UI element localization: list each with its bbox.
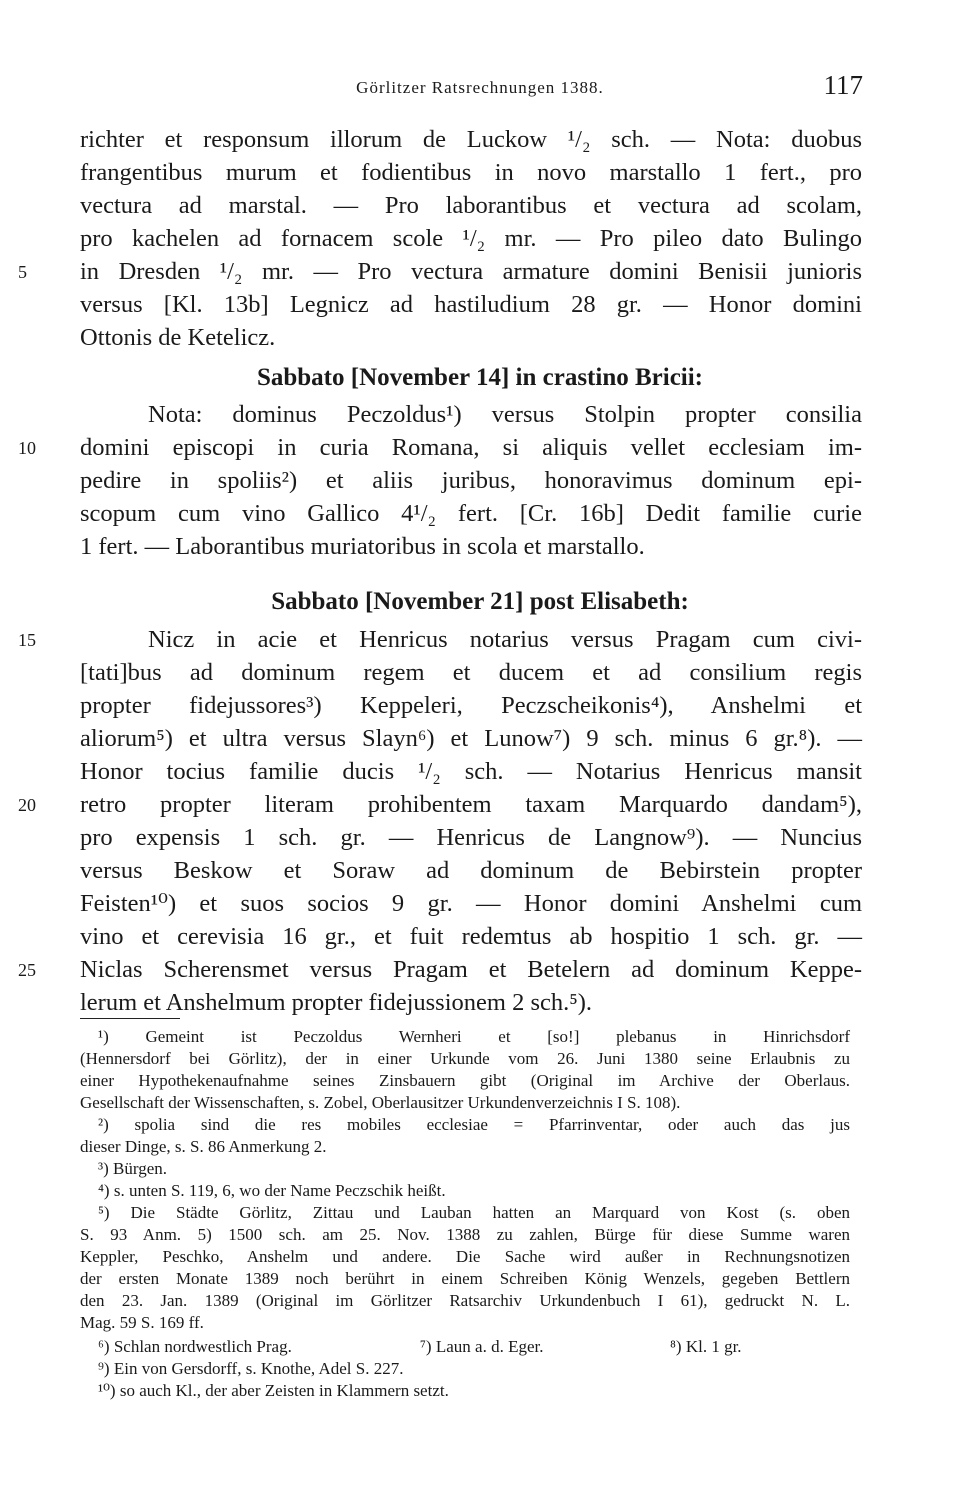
page-header [0, 68, 960, 108]
footnote-line: ¹⁰) so auch Kl., der aber Zeisten in Klammern setzt. [98, 1381, 449, 1400]
line-number: 5 [18, 262, 27, 282]
text-line: Nota: dominus Peczoldus¹) versus Stolpin propter consilia [148, 401, 862, 428]
line-number: 10 [18, 438, 36, 458]
footnote-6: ⁶) Schlan nordwestlich Prag. [98, 1337, 292, 1356]
page-number: 117 [823, 70, 863, 100]
text-line: pedire in spoliis²) et aliis juribus, honoravimus dominum epi- [80, 467, 862, 494]
text-line: scopum cum vino Gallico 4¹/₂ fert. [Cr. 16b] Dedit familie curie [80, 500, 862, 527]
footnote-7: ⁷) Laun a. d. Eger. [420, 1337, 544, 1356]
footnote-line: Gesellschaft der Wissenschaften, s. Zobel, Oberlausitzer Urkundenverzeichnis I S. 108). [80, 1093, 681, 1112]
footnote-line: S. 93 Anm. 5) 1500 sch. am 25. Nov. 1388 zu zahlen, Bürge für diese Summe waren [80, 1225, 850, 1244]
line-number: 20 [18, 795, 36, 815]
footnote-line: Keppler, Peschko, Anshelm und andere. Die Sache wird außer in Rechnungsnotizen [80, 1247, 850, 1266]
text-line: versus Beskow et Soraw ad dominum de Bebirstein propter [80, 857, 862, 884]
section-heading: Sabbato [November 21] post Elisabeth: [271, 588, 689, 615]
running-title: Görlitzer Ratsrechnungen 1388. [356, 78, 604, 97]
text-line: 1 fert. — Laborantibus muriatoribus in scola et marstallo. [80, 533, 645, 560]
footnote-line: (Hennersdorf bei Görlitz), der in einer Urkunde vom 26. Juni 1380 seine Erlaubnis zu [80, 1049, 850, 1068]
footnote-line: ⁵) Die Städte Görlitz, Zittau und Lauban hatten an Marquard von Kost (s. oben [98, 1203, 850, 1222]
text-line: pro expensis 1 sch. gr. — Henricus de Langnow⁹). — Nuncius [80, 824, 862, 851]
footnote-line: ⁴) s. unten S. 119, 6, wo der Name Peczschik heißt. [98, 1181, 446, 1200]
text-line: Nicz in acie et Henricus notarius versus Pragam cum civi- [148, 626, 862, 653]
text-line: richter et responsum illorum de Luckow ¹/₂ sch. — Nota: duobus [80, 126, 862, 153]
text-line: versus [Kl. 13b] Legnicz ad hastiludium 28 gr. — Honor domini [80, 291, 862, 318]
footnote-rule [80, 1018, 180, 1019]
text-line: lerum et Anshelmum propter fidejussionem 2 sch.⁵). [80, 989, 593, 1016]
text-line: vino et cerevisia 16 gr., et fuit redemtus ab hospitio 1 sch. gr. — [80, 923, 862, 950]
text-line: Ottonis de Ketelicz. [80, 324, 276, 351]
section-heading: Sabbato [November 14] in crastino Bricii: [256, 364, 704, 391]
footnote-8: ⁸) Kl. 1 gr. [670, 1337, 742, 1356]
text-line: in Dresden ¹/₂ mr. — Pro vectura armature domini Benisii junioris [80, 258, 862, 285]
footnote-line: den 23. Jan. 1389 (Original im Görlitzer Ratsarchiv Urkundenbuch I 61), gedruckt N. L. [80, 1291, 850, 1310]
footnote-line: der ersten Monate 1389 noch berührt in einem Schreiben König Wenzels, gegeben Bettlern [80, 1269, 850, 1288]
text-line: pro kachelen ad fornacem scole ¹/₂ mr. — Pro pileo dato Bulingo [80, 225, 862, 252]
text-line: Feisten¹⁰) et suos socios 9 gr. — Honor domini Anshelmi cum [80, 890, 862, 917]
text-line: [tati]bus ad dominum regem et ducem et ad consilium regis [80, 659, 862, 686]
footnote-line: dieser Dinge, s. S. 86 Anmerkung 2. [80, 1137, 327, 1156]
footnote-line: ²) spolia sind die res mobiles ecclesiae = Pfarrinventar, oder auch das jus [98, 1115, 850, 1134]
text-line: frangentibus murum et fodientibus in novo marstallo 1 fert., pro [80, 159, 862, 186]
text-line: propter fidejussores³) Keppeleri, Peczscheikonis⁴), Anshelmi et [80, 692, 862, 719]
footnote-line: ⁹) Ein von Gersdorff, s. Knothe, Adel S. 227. [98, 1359, 404, 1378]
text-line: vectura ad marstal. — Pro laborantibus et vectura ad scolam, [80, 192, 862, 219]
line-number: 15 [18, 630, 36, 650]
footnote-line: ¹) Gemeint ist Peczoldus Wernheri et [so!] plebanus in Hinrichsdorf [98, 1027, 850, 1046]
text-line: retro propter literam prohibentem taxam Marquardo dandam⁵), [80, 791, 862, 818]
text-line: Niclas Scherensmet versus Pragam et Betelern ad dominum Keppe- [80, 956, 862, 983]
footnote-line: einer Hypothekenaufnahme seines Zinsbauern gibt (Original im Archive der Oberlaus. [80, 1071, 850, 1090]
text-line: Honor tocius familie ducis ¹/₂ sch. — Notarius Henricus mansit [80, 758, 862, 785]
footnote-line: ³) Bürgen. [98, 1159, 167, 1178]
footnote-line: Mag. 59 S. 169 ff. [80, 1313, 204, 1332]
text-line: aliorum⁵) et ultra versus Slayn⁶) et Lunow⁷) 9 sch. minus 6 gr.⁸). — [80, 725, 862, 752]
text-line: domini episcopi in curia Romana, si aliquis vellet ecclesiam im- [80, 434, 862, 461]
line-number: 25 [18, 960, 36, 980]
